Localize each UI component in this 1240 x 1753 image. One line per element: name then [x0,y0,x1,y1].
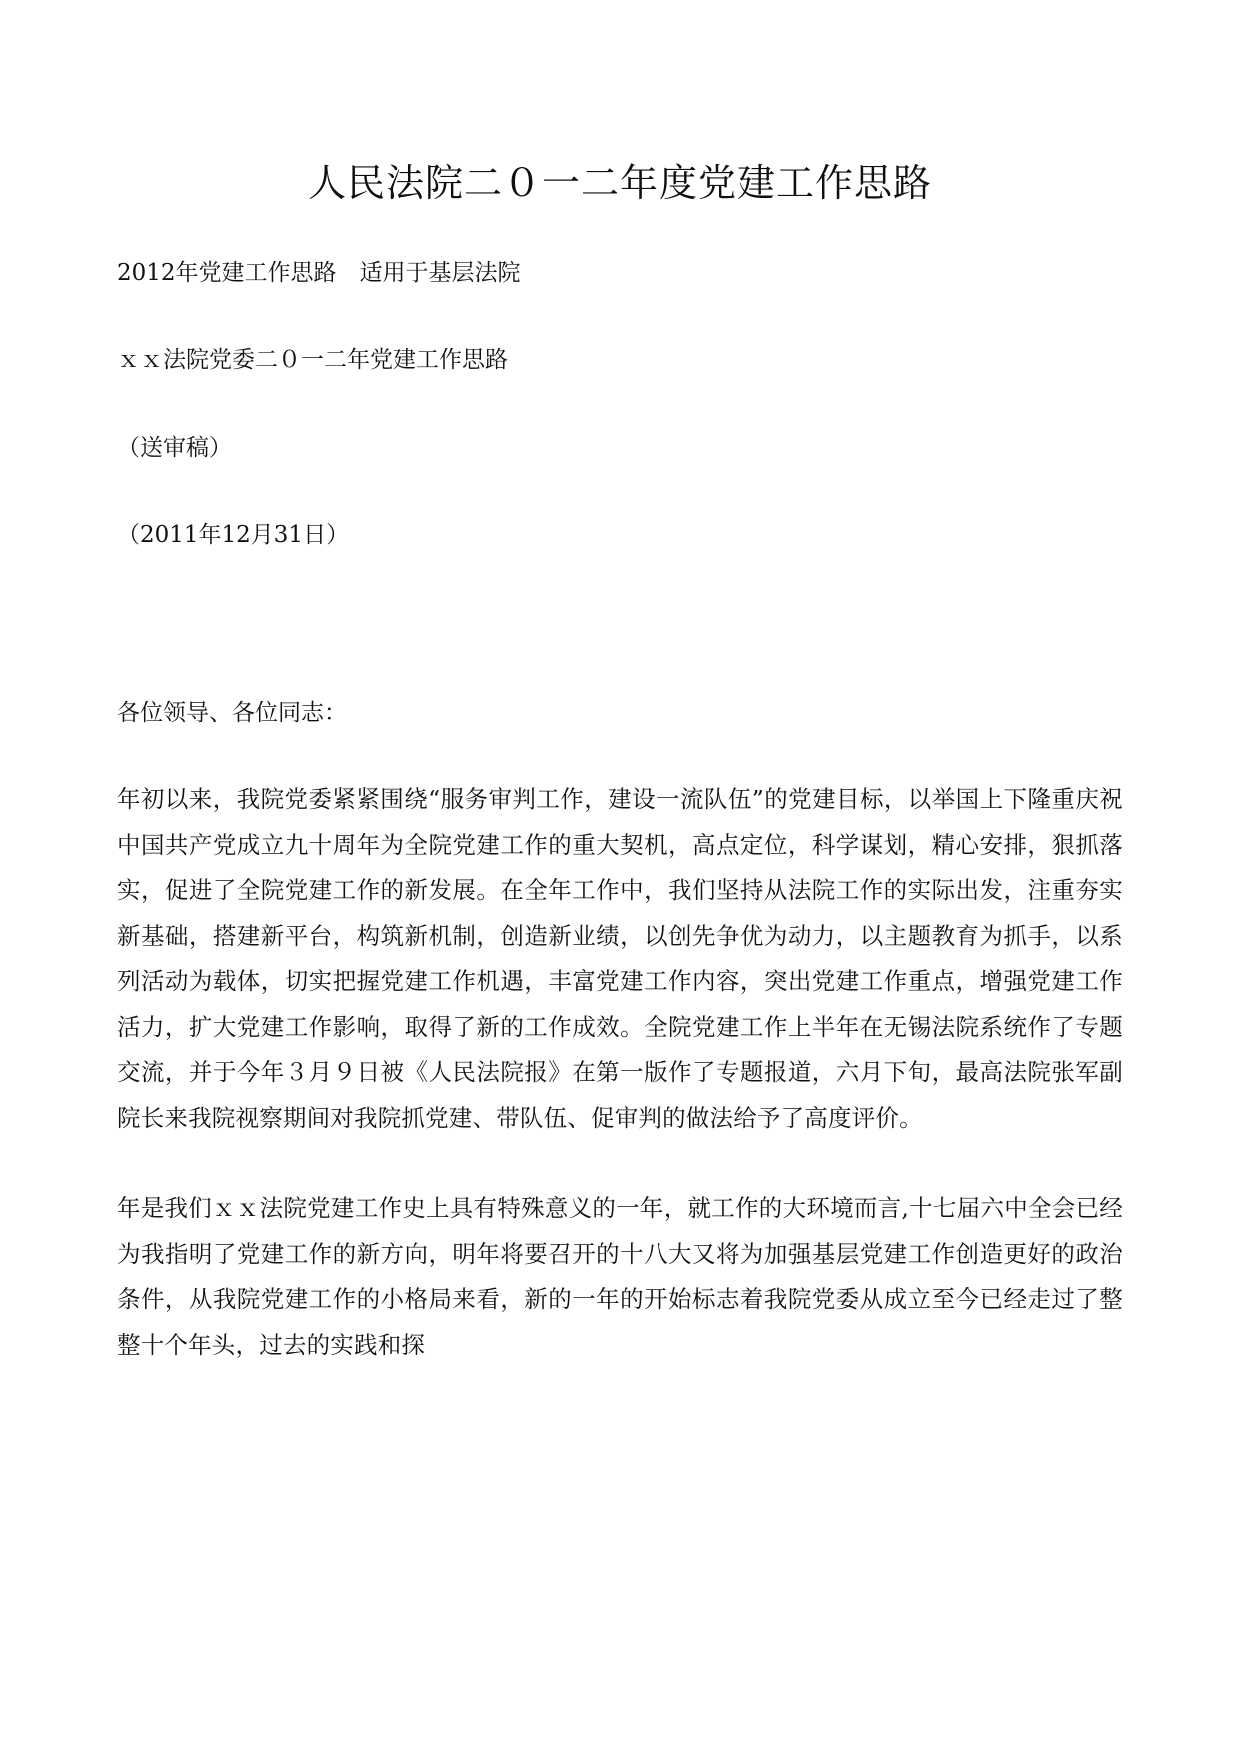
body-paragraph: 年初以来，我院党委紧紧围绕“服务审判工作，建设一流队伍”的党建目标，以举国上下隆重庆祝中国共产党成立九十周年为全院党建工作的重大契机，高点定位，科学谋划，精心安排，狠抓落实，促进了全院党建工作的新发展。在全年工作中，我们坚持从法院工作的实际出发，注重夯实新基础，搭建新平台，构筑新机制，创造新业绩，以创先争优为动力，以主题教育为抓手，以系列活动为载体，切实把握党建工作机遇，丰富党建工作内容，突出党建工作重点，增强党建工作活力，扩大党建工作影响，取得了新的工作成效。全院党建工作上半年在无锡法院系统作了专题交流，并于今年３月９日被《人民法院报》在第一版作了专题报道，六月下旬，最高法院张军副院长来我院视察期间对我院抓党建、带队伍、促审判的做法给予了高度评价。 [117,785,1123,1132]
salutation: 各位领导、各位同志： [117,700,347,726]
body-paragraph: 年是我们ｘｘ法院党建工作史上具有特殊意义的一年，就工作的大环境而言,十七届六中全会已经为我指明了党建工作的新方向，明年将要召开的十八大又将为加强基层党建工作创造更好的政治条件，从我院党建工作的小格局来看，新的一年的开始标志着我院党委从成立至今已经走过了整整十个年头，过去的实践和探 [117,1194,1123,1359]
document-subtitle: 2012年党建工作思路 适用于基层法院 [117,260,521,286]
draft-note: （送审稿） [117,435,232,461]
org-title: ｘｘ法院党委二０一二年党建工作思路 [117,347,508,373]
document-title: 人民法院二０一二年度党建工作思路 [307,161,932,205]
date-note: （2011年12月31日） [117,522,350,548]
